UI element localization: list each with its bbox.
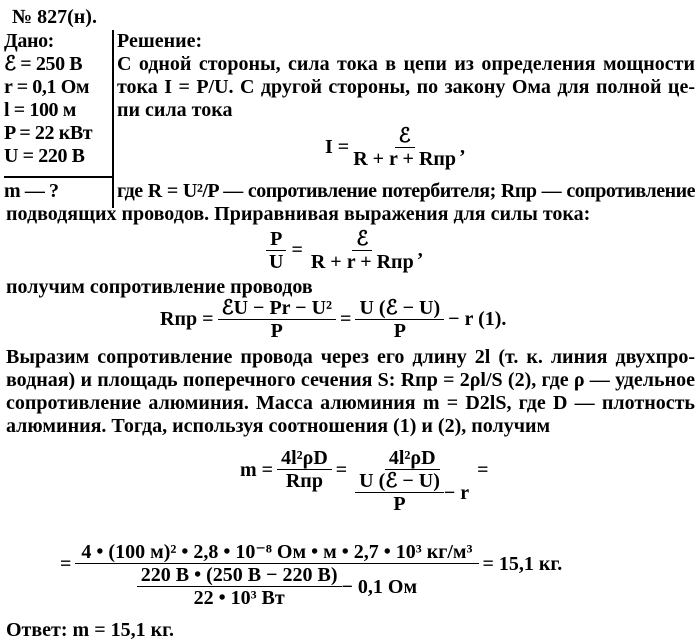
formula-mass	[240, 447, 489, 515]
given-item: ℰ = 250 В	[4, 53, 83, 75]
equals: =	[60, 553, 72, 575]
solution-line: пи сила тока	[117, 99, 233, 121]
numerator: U (ℰ − U)	[355, 297, 444, 320]
formula-numeric	[60, 541, 562, 609]
solution-line: С одной стороны, сила тока в цепи из определения мощности	[117, 53, 695, 75]
numerator: 4l²ρD	[385, 447, 440, 470]
inner-tail: − 0,1 Ом	[341, 575, 418, 598]
formula-lhs: I =	[325, 136, 350, 158]
answer: Ответ: m = 15,1 кг.	[6, 619, 174, 641]
formula-lhs: Rпр =	[160, 308, 214, 330]
equals: =	[340, 308, 352, 330]
denominator: P	[393, 320, 406, 342]
formula-wire-resistance	[160, 297, 506, 342]
denominator: P	[270, 320, 283, 342]
numerator: 4l²ρD	[277, 447, 332, 470]
inner-tail: − r	[443, 481, 470, 504]
solution-line: сопротивление алюминия. Масса алюминия m = D2lS, где D — плотность	[6, 392, 695, 414]
given-item: U = 220 В	[4, 145, 85, 167]
solution-line: водная) и площадь поперечного сечения S: Rпр = 2ρl/S (2), где ρ — удельное	[6, 369, 695, 391]
denominator: R + r + Rпр	[353, 148, 457, 170]
inner-denominator: P	[393, 493, 406, 515]
formula-tail: ,	[417, 239, 423, 261]
formula-lhs: m =	[240, 459, 274, 481]
solution-line: Выразим сопротивление провода через его длину 2l (т. к. линия двухпро-	[6, 346, 695, 368]
numerator: ℰ	[352, 228, 372, 251]
given-item: l = 100 м	[4, 99, 76, 121]
solution-line: где R = U²/P — сопротивление потербителя; Rпр — сопротивление	[117, 180, 695, 202]
inner-numerator: 220 В • (250 В − 220 В)	[137, 564, 342, 587]
given-item: P = 22 кВт	[4, 122, 93, 144]
solution-line: подводящих проводов. Приравнивая выражения для силы тока:	[6, 203, 591, 225]
numerator: ℰ	[395, 125, 415, 148]
solution-header: Решение:	[117, 30, 203, 52]
numerator: 4 • (100 м)² • 2,8 • 10⁻⁸ Ом • м • 2,7 • 10³ кг/м³	[75, 541, 478, 564]
given-item: r = 0,1 Ом	[4, 76, 90, 98]
solution-line: алюминия. Тогда, используя соотношения (1) и (2), получим	[6, 415, 551, 437]
equals: =	[335, 459, 348, 481]
denominator: Rпр	[285, 470, 323, 492]
given-divider-horizontal	[4, 176, 112, 178]
formula-equate	[265, 228, 423, 273]
given-find: m — ?	[4, 180, 59, 202]
denominator: U	[269, 251, 284, 273]
denominator: R + r + Rпр	[310, 251, 414, 273]
numerator: P	[266, 228, 286, 251]
formula-current	[325, 125, 465, 170]
inner-numerator: U (ℰ − U)	[355, 470, 444, 493]
inner-denominator: 22 • 10³ Вт	[193, 587, 285, 609]
solution-line: получим сопротивление проводов	[6, 276, 313, 298]
given-divider-vertical	[112, 30, 114, 208]
formula-tail: ,	[460, 136, 466, 158]
formula-tail: − r (1).	[448, 308, 507, 330]
problem-number: № 827(н).	[12, 6, 97, 28]
result: = 15,1 кг.	[482, 553, 563, 575]
given-header: Дано:	[4, 30, 54, 52]
formula-tail: =	[477, 459, 489, 481]
equals: =	[291, 239, 303, 261]
numerator: ℰU − Pr − U²	[218, 297, 337, 320]
solution-line: тока I = P/U. С другой стороны, по закону Ома для полной це-	[117, 76, 695, 98]
